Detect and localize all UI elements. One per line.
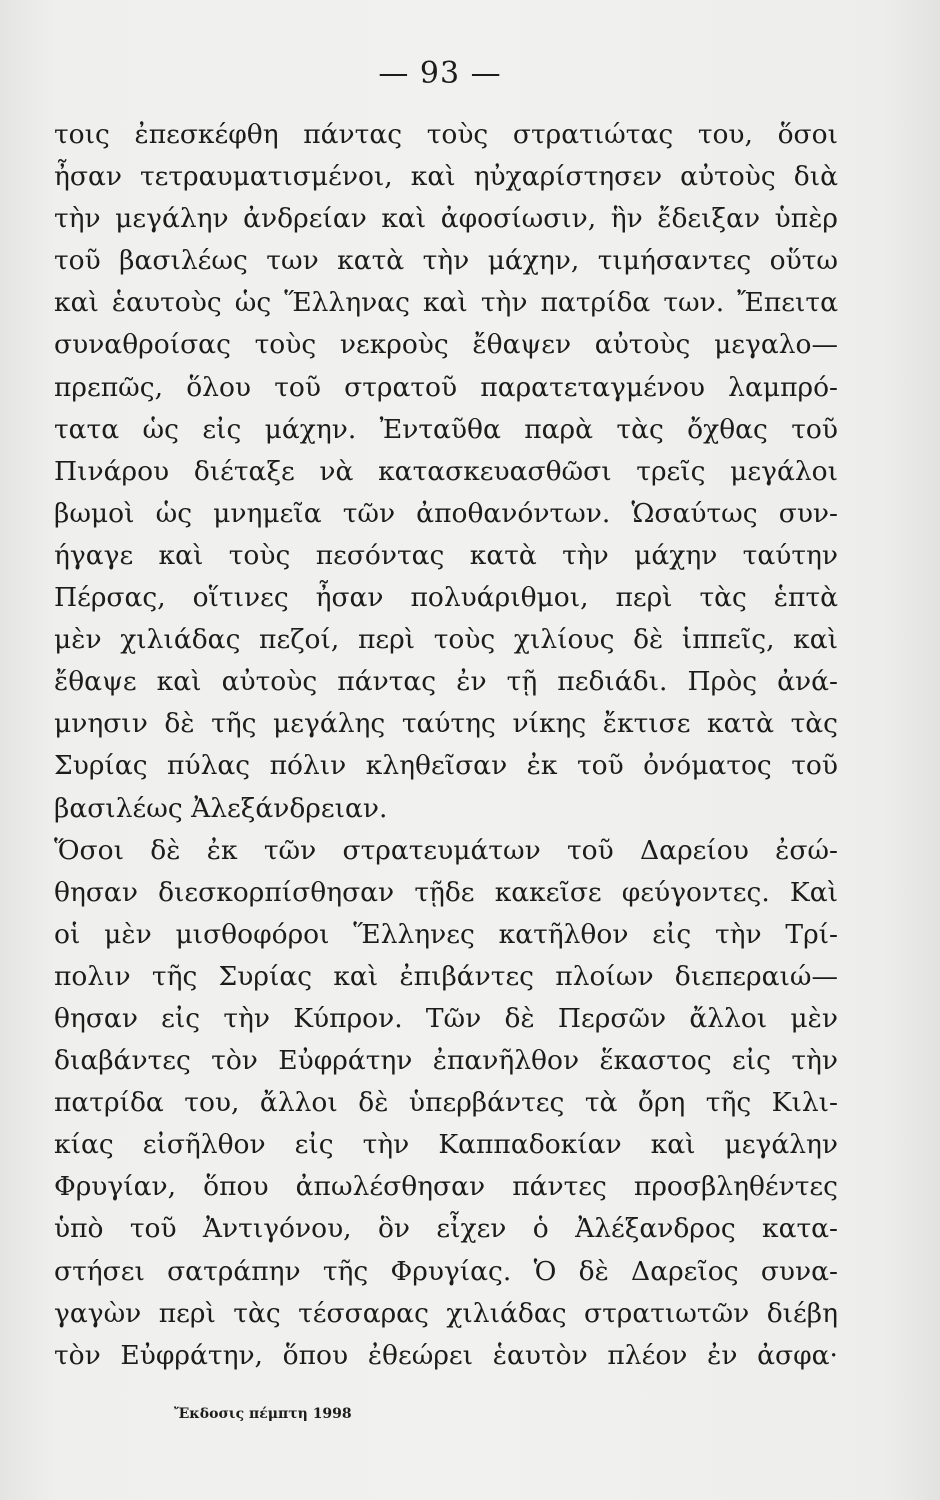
text-line: ἔθαψε καὶ αὐτοὺς πάντας ἐν τῇ πεδιάδι. Πρὸς ἀνά- (54, 666, 838, 698)
body-text (54, 114, 838, 1377)
text-line: μὲν χιλιάδας πεζοί, περὶ τοὺς χιλίους δὲ ἱππεῖς, καὶ (54, 624, 838, 656)
text-line: Φρυγίαν, ὅπου ἀπωλέσθησαν πάντες προσβληθέντες (54, 1171, 838, 1203)
text-line: γαγὼν περὶ τὰς τέσσαρας χιλιάδας στρατιωτῶν διέβη (54, 1297, 838, 1329)
text-line: μνησιν δὲ τῆς μεγάλης ταύτης νίκης ἔκτισε κατὰ τὰς (54, 708, 838, 740)
text-line: διαβάντες τὸν Εὐφράτην ἐπανῆλθον ἕκαστος εἰς τὴν (54, 1045, 838, 1077)
text-line: τατα ὡς εἰς μάχην. Ἐνταῦθα παρὰ τὰς ὄχθας τοῦ (54, 413, 838, 445)
text-line: Πέρσας, οἵτινες ἦσαν πολυάριθμοι, περὶ τὰς ἑπτὰ (54, 582, 838, 614)
text-line: ὑπὸ τοῦ Ἀντιγόνου, ὃν εἶχεν ὁ Ἀλέξανδρος κατα- (54, 1213, 838, 1245)
text-line: ἦσαν τετραυματισμένοι, καὶ ηὐχαρίστησεν αὐτοὺς διὰ (54, 161, 838, 193)
text-line: Πινάρου διέταξε νὰ κατασκευασθῶσι τρεῖς μεγάλοι (54, 455, 838, 487)
text-line: στήσει σατράπην τῆς Φρυγίας. Ὁ δὲ Δαρεῖος συνα- (54, 1255, 838, 1287)
text-line: τοῦ βασιλέως των κατὰ τὴν μάχην, τιμήσαντες οὕτω (54, 245, 838, 277)
paragraph-end-line: βασιλέως Ἀλεξάνδρειαν. (54, 792, 388, 824)
text-line: πατρίδα του, ἄλλοι δὲ ὑπερβάντες τὰ ὄρη τῆς Κιλι- (54, 1087, 838, 1119)
page-number: — 93 — (378, 56, 502, 91)
text-line: οἱ μὲν μισθοφόροι Ἕλληνες κατῆλθον εἰς τὴν Τρί- (54, 918, 838, 950)
text-line: πρεπῶς, ὅλου τοῦ στρατοῦ παρατεταγμένου λαμπρό- (54, 371, 838, 403)
text-line: θησαν εἰς τὴν Κύπρον. Τῶν δὲ Περσῶν ἄλλοι μὲν (54, 1002, 838, 1034)
text-line: καὶ ἑαυτοὺς ὡς Ἕλληνας καὶ τὴν πατρίδα των. Ἔπειτα (54, 287, 838, 319)
text-line: θησαν διεσκορπίσθησαν τῇδε κακεῖσε φεύγοντες. Καὶ (54, 876, 838, 908)
text-line: κίας εἰσῆλθον εἰς τὴν Καππαδοκίαν καὶ μεγάλην (54, 1129, 838, 1161)
text-line: ήγαγε καὶ τοὺς πεσόντας κατὰ τὴν μάχην ταύτην (54, 539, 838, 571)
text-line: τὴν μεγάλην ἀνδρείαν καὶ ἀφοσίωσιν, ἣν ἔδειξαν ὑπὲρ (54, 203, 838, 235)
text-line: συναθροίσας τοὺς νεκροὺς ἔθαψεν αὐτοὺς μεγαλο— (54, 329, 838, 361)
paragraph-start-line: Ὅσοι δὲ ἐκ τῶν στρατευμάτων τοῦ Δαρείου ἐσώ- (54, 834, 838, 866)
text-line: πολιν τῆς Συρίας καὶ ἐπιβάντες πλοίων διεπεραιώ— (54, 960, 838, 992)
edition-footnote: Ἔκδοσις πέμπτη 1998 (174, 1406, 352, 1422)
text-line: τὸν Εὐφράτην, ὅπου ἐθεώρει ἑαυτὸν πλέον ἐν ἀσφα· (54, 1339, 838, 1371)
text-line: τοις ἐπεσκέφθη πάντας τοὺς στρατιώτας του, ὅσοι (54, 119, 838, 150)
text-line: Συρίας πύλας πόλιν κληθεῖσαν ἐκ τοῦ ὀνόματος τοῦ (54, 750, 838, 782)
text-line: βωμοὶ ὡς μνημεῖα τῶν ἀποθανόντων. Ὡσαύτως συν- (54, 497, 838, 529)
